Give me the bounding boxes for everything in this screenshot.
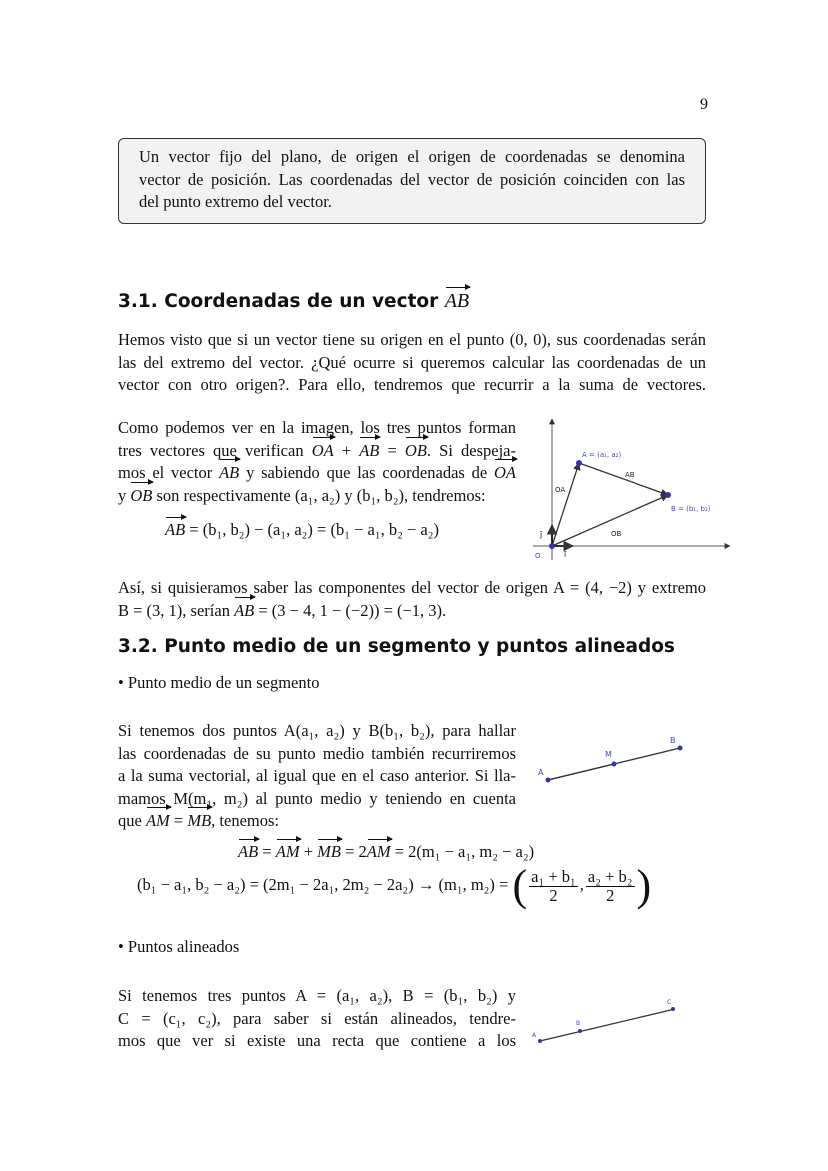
definition-line: Un vector fijo del plano, de origen el origen de coordenadas se denomina xyxy=(139,147,685,166)
point-b xyxy=(578,1029,582,1033)
vector-am: AM xyxy=(366,842,391,861)
text-line: Como podemos ver en la imagen, los tres puntos forman xyxy=(118,418,516,437)
text-line: las coordenadas de su punto medio también recurriremos xyxy=(118,743,516,763)
vector-ob-line xyxy=(552,495,668,546)
point-m xyxy=(612,762,617,767)
section1-paragraph-1 xyxy=(118,329,706,397)
section1-paragraph-2 xyxy=(118,417,516,507)
text-line: tres vectores que verifican OA + AB = OB. Si despeja- xyxy=(118,440,516,463)
label-j: j̄ xyxy=(540,530,543,539)
definition-box xyxy=(118,138,706,224)
point-o xyxy=(549,543,555,549)
definition-line: del punto extremo del vector. xyxy=(139,192,332,211)
vector-figure xyxy=(525,415,735,565)
text-line: que AM = MB, tenemos: xyxy=(118,810,516,833)
label-b: B xyxy=(670,736,676,745)
point-c xyxy=(671,1007,675,1011)
vector-mb: MB xyxy=(317,842,341,861)
vector-ab: AB xyxy=(165,520,186,539)
text-line: mos el vector AB y sabiendo que las coordenadas de OA xyxy=(118,462,516,485)
vector-ob: OB xyxy=(130,485,152,508)
point-b xyxy=(665,492,671,498)
text-line: B = (3, 1), serían AB = (3 − 4, 1 − (−2)) = (−1, 3). xyxy=(118,600,706,623)
section-title-3-1 xyxy=(118,290,469,313)
label-a: A xyxy=(532,1032,537,1039)
vector-ab: AB xyxy=(238,842,259,861)
text-line: vector con otro origen?. Para ello, tendremos que recurrir a la suma de vectores. xyxy=(118,375,706,394)
vector-ob: OB xyxy=(405,440,427,463)
fraction-2: $\frac{\text{a₂ + b₂}}{2}$ xyxy=(587,866,633,905)
vector-oa: OA xyxy=(312,440,334,463)
equation-ab: AB = (b₁, b₂) − (a₁, a₂) = (b₁ − a₁, b₂ − a₂) xyxy=(165,520,439,539)
vector-mb: MB xyxy=(187,810,211,833)
label-i: ī xyxy=(564,550,567,559)
label-b: B xyxy=(576,1020,581,1027)
bullet-midpoint: • Punto medio de un segmento xyxy=(118,673,320,692)
midpoint-equation-2: (b₁ − a₁, b₂ − a₂) = (2m₁ − 2a₁, 2m₂ − 2a₂) → (m₁, m₂) = ( $\frac{\text{a₁ + b₁}}{2}$ , $\frac{\text{a₂ + b₂}}{2}$ ) xyxy=(137,861,652,910)
label-m: M xyxy=(605,750,612,759)
label-ab: AB xyxy=(625,471,635,479)
point-a xyxy=(538,1039,542,1043)
label-b: B = (b₁, b₂) xyxy=(671,505,711,513)
text-line: mamos M(m₁, m₂) al punto medio y teniendo en cuenta xyxy=(118,788,516,808)
text-line: y OB son respectivamente (a₁, a₂) y (b₁, b₂), tendremos: xyxy=(118,485,516,508)
vector-ab-line xyxy=(579,463,668,495)
text-line: C = (c₁, c₂), para saber si están alineados, tendre- xyxy=(118,1008,516,1028)
section1-paragraph-3 xyxy=(118,577,706,622)
label-o: O xyxy=(535,552,541,560)
segment-am xyxy=(548,764,614,780)
vector-ab: AB xyxy=(359,440,379,463)
vector-am: AM xyxy=(275,842,300,861)
text-line: Si tenemos dos puntos A(a₁, a₂) y B(b₁, b₂), para hallar xyxy=(118,721,516,740)
section-title-text: 3.1. Coordenadas de un vector xyxy=(118,291,439,312)
text-line: Hemos visto que si un vector tiene su origen en el punto (0, 0), sus coordenadas serán xyxy=(118,330,706,349)
vector-am: AM xyxy=(146,810,170,833)
vector-ab: AB xyxy=(444,290,470,312)
vector-oa-line xyxy=(552,463,579,546)
text-line: Así, si quisieramos saber las componentes del vector de origen A = (4, −2) y extremo xyxy=(118,578,706,597)
vector-ab: AB xyxy=(234,600,254,623)
label-a: A xyxy=(538,768,544,777)
point-a xyxy=(546,778,551,783)
bullet-aligned: • Puntos alineados xyxy=(118,937,240,956)
label-ob: OB xyxy=(611,530,622,538)
section-title-3-2: 3.2. Punto medio de un segmento y puntos alineados xyxy=(118,636,675,657)
label-oa: OA xyxy=(555,486,566,494)
midpoint-equation-1: AB = AM + MB = 2AM = 2(m₁ − a₁, m₂ − a₂) xyxy=(238,842,535,861)
page-number: 9 xyxy=(700,96,708,113)
section2-paragraph-2 xyxy=(118,985,516,1053)
midpoint-figure xyxy=(530,730,700,790)
vector-ab: AB xyxy=(219,462,239,485)
line-abc xyxy=(540,1009,675,1041)
section2-paragraph-1 xyxy=(118,720,516,833)
label-a: A = (a₁, a₂) xyxy=(582,451,622,459)
vector-oa: OA xyxy=(494,462,516,485)
text-line: Si tenemos tres puntos A = (a₁, a₂), B = (b₁, b₂) y xyxy=(118,986,516,1005)
label-c: C xyxy=(667,999,672,1006)
text-line: a la suma vectorial, al igual que en el caso anterior. Si lla- xyxy=(118,766,516,785)
aligned-points-figure xyxy=(528,995,688,1050)
definition-line: vector de posición. Las coordenadas del vector de posición coinciden con las xyxy=(139,169,685,189)
text-line: mos que ver si existe una recta que contiene a los xyxy=(118,1031,516,1050)
fraction-1: $\frac{\text{a₁ + b₁}}{2}$ xyxy=(531,866,576,905)
point-b xyxy=(678,746,683,751)
text-line: las del extremo del vector. ¿Qué ocurre si queremos calcular las coordenadas de un xyxy=(118,352,706,372)
point-a xyxy=(576,460,582,466)
